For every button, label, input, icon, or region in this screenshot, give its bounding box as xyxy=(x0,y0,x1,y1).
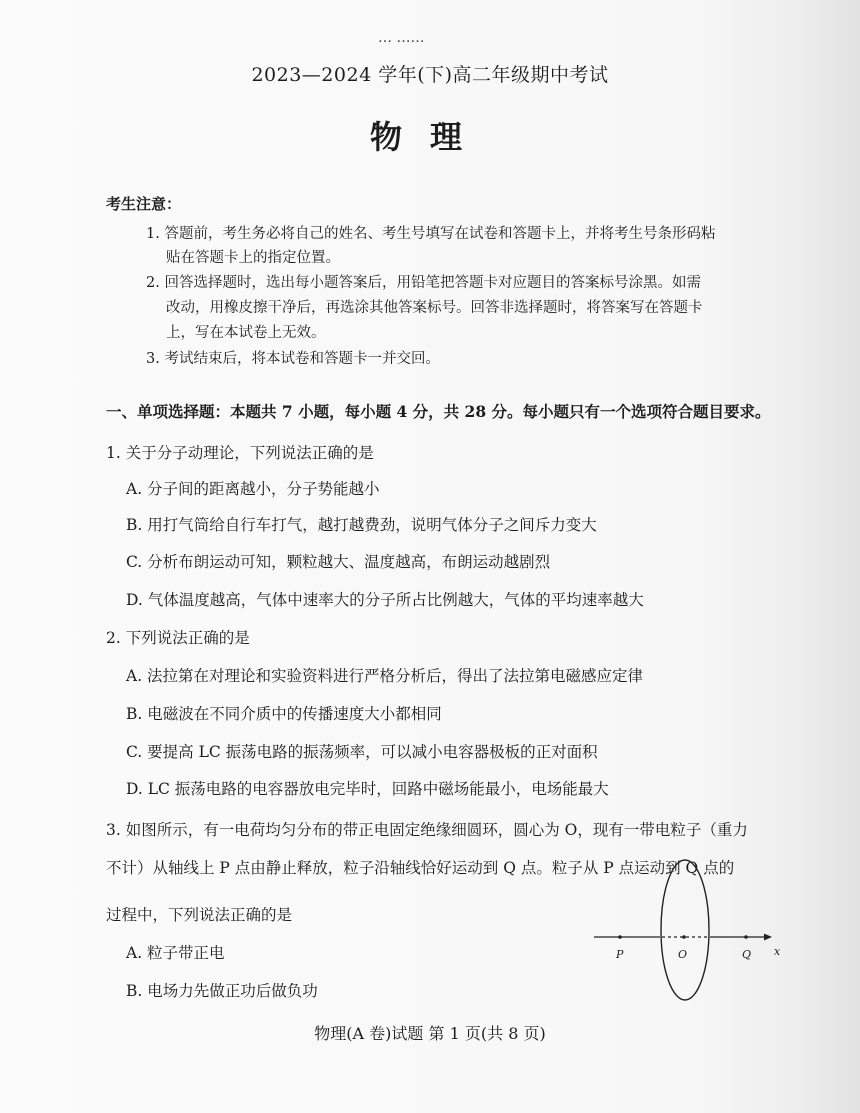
question-1-option-b: B. 用打气筒给自行车打气，越打越费劲，说明气体分子之间斥力变大 xyxy=(126,516,597,534)
exam-title: 2023—2024 学年(下)高二年级期中考试 xyxy=(251,64,609,86)
notice-item-2-line-2: 改动，用橡皮擦干净后，再选涂其他答案标号。回答非选择题时，将答案写在答题卡 xyxy=(166,300,703,316)
question-2-option-b: B. 电磁波在不同介质中的传播速度大小都相同 xyxy=(126,705,442,723)
point-q-dot xyxy=(744,935,748,939)
top-cut-mark: … …… xyxy=(378,30,425,44)
label-x: x xyxy=(774,945,781,958)
label-o: O xyxy=(678,948,688,961)
point-o-dot xyxy=(682,935,686,939)
question-2-option-a: A. 法拉第在对理论和实验资料进行严格分析后，得出了法拉第电磁感应定律 xyxy=(126,667,644,685)
question-3-stem-line-2: 不计）从轴线上 P 点由静止释放，粒子沿轴线恰好运动到 Q 点。粒子从 P 点运动到 Q 点的 xyxy=(106,859,735,877)
question-1-stem: 1. 关于分子动理论，下列说法正确的是 xyxy=(106,444,374,462)
notice-item-1-line-1: 1. 答题前，考生务必将自己的姓名、考生号填写在试卷和答题卡上，并将考生号条形码粘 xyxy=(146,226,716,242)
point-p-dot xyxy=(618,935,622,939)
question-1-option-c: C. 分析布朗运动可知，颗粒越大、温度越高，布朗运动越剧烈 xyxy=(126,553,551,571)
notice-item-3: 3. 考试结束后，将本试卷和答题卡一并交回。 xyxy=(146,351,440,367)
page-footer: 物理(A 卷)试题 第 1 页(共 8 页) xyxy=(314,1024,546,1043)
notice-item-2-line-3: 上，写在本试卷上无效。 xyxy=(166,325,326,341)
subject-title: 物理 xyxy=(369,118,490,156)
question-3-option-a: A. 粒子带正电 xyxy=(126,944,225,962)
question-2-option-c: C. 要提高 LC 振荡电路的振荡频率，可以减小电容器极板的正对面积 xyxy=(126,743,598,761)
notice-item-2-line-1: 2. 回答选择题时，选出每小题答案后，用铅笔把答题卡对应题目的答案标号涂黑。如需 xyxy=(146,275,701,291)
notice-item-1-line-2: 贴在答题卡上的指定位置。 xyxy=(166,250,340,266)
section-heading: 一、单项选择题：本题共 7 小题，每小题 4 分，共 28 分。每小题只有一个选项符合题目要求。 xyxy=(106,402,771,421)
notice-heading: 考生注意： xyxy=(106,195,182,213)
question-1-option-d: D. 气体温度越高，气体中速率大的分子所占比例越大，气体的平均速率越大 xyxy=(126,591,644,609)
question-3-stem-line-3: 过程中，下列说法正确的是 xyxy=(106,906,293,924)
axis-arrow-icon xyxy=(764,934,772,941)
question-2-stem: 2. 下列说法正确的是 xyxy=(106,629,250,647)
label-q: Q xyxy=(742,948,752,961)
question-3-option-b: B. 电场力先做正功后做负功 xyxy=(126,982,318,1000)
label-p: P xyxy=(616,948,624,961)
question-2-option-d: D. LC 振荡电路的电容器放电完毕时，回路中磁场能最小，电场能最大 xyxy=(126,780,609,798)
question-1-option-a: A. 分子间的距离越小，分子势能越小 xyxy=(126,480,380,498)
ring-axis-figure xyxy=(590,858,790,1008)
question-3-stem-line-1: 3. 如图所示，有一电荷均匀分布的带正电固定绝缘细圆环，圆心为 O，现有一带电粒子（重力 xyxy=(106,821,748,839)
charged-ring xyxy=(661,860,709,1000)
